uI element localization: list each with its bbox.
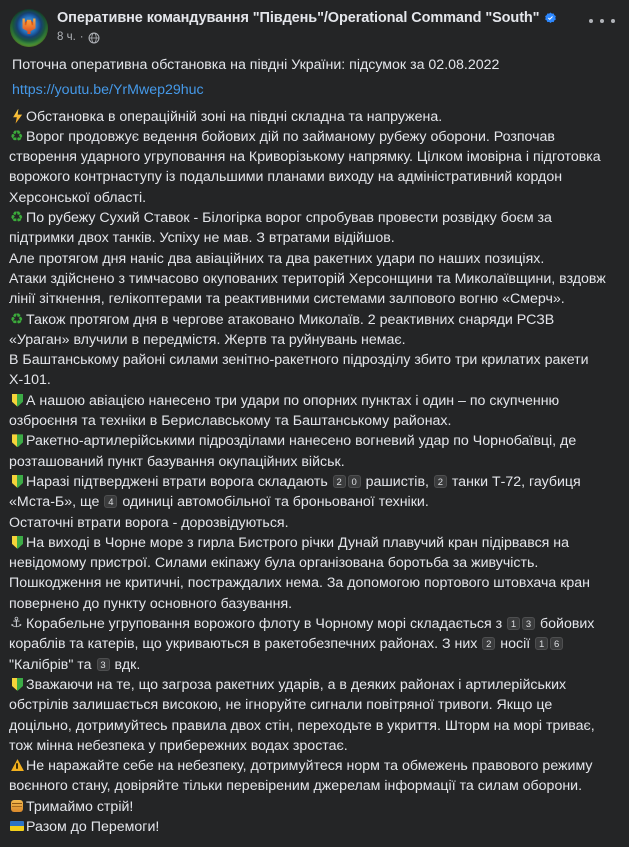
situation-paragraph-text: По рубежу Сухий Ставок - Білогірка ворог спробував провести розвідку боєм за підтримки двох танків. Успіху не мав. З втратами відійшов. <box>9 210 552 247</box>
situation-paragraph-3 <box>9 310 617 351</box>
losses-text-part4: одиниці автомобільної та броньованої техніки. <box>122 494 429 511</box>
recycling-symbol-icon <box>9 312 25 327</box>
fleet-text-part4: "Калібрів" та <box>9 656 92 673</box>
verified-badge-icon <box>544 12 557 25</box>
situation-paragraph-text: Ворог продовжує ведення бойових дій по займаному рубежу оборони. Розпочав створення ударного угруповання на Криворізькому напрямку. Цілком імовірна і підготовка ворожого контрнаступу із подальшими планами виходу на адміністративний кордон Херсонської області. <box>9 128 601 206</box>
situation-paragraph-4 <box>9 391 617 432</box>
post-meta-row <box>57 30 619 44</box>
trident-emblem-icon <box>23 18 36 34</box>
beginner-symbol-icon <box>9 393 25 408</box>
situation-paragraph-1 <box>9 127 617 208</box>
losses-text-part3: танки Т-72, гаубиця «Мста-Б», ще <box>9 473 581 511</box>
situation-paragraph-text: Обстановка в операційній зоні на півдні складна та напружена. <box>26 108 443 125</box>
meta-separator: · <box>79 31 84 43</box>
losses-keycaps-personnel <box>332 474 362 490</box>
advisory-paragraph-0 <box>9 675 617 756</box>
advisory-paragraph-text: Разом до Перемоги! <box>26 818 160 835</box>
fleet-text-part5: вдк. <box>114 656 141 673</box>
post-body <box>0 49 629 847</box>
fleet-keycaps-ships <box>506 616 536 632</box>
keycap-digit: 0 <box>348 475 361 488</box>
globe-public-icon[interactable] <box>88 32 100 44</box>
situation-paragraph-text: Також протягом дня в чергове атаковано Миколаїв. 2 реактивних снаряди РСЗВ «Ураган» влучили в передмістя. Жертв та руйнувань немає. <box>9 311 555 348</box>
recycling-symbol-icon <box>9 129 25 144</box>
final-losses-note: Остаточні втрати ворога - дорозвідуються. <box>9 514 289 531</box>
fleet-text-part3: носії <box>500 636 531 653</box>
youtube-link[interactable]: https://youtu.be/YrMwep29huc <box>12 82 204 99</box>
keycap-digit: 2 <box>434 475 447 488</box>
post-timestamp[interactable]: 8 ч. <box>57 31 76 43</box>
keycap-digit: 2 <box>482 637 495 650</box>
situation-paragraph-2 <box>9 269 617 310</box>
high-voltage-icon <box>9 109 25 124</box>
safety-advisory-list <box>9 675 617 837</box>
beginner-symbol-icon <box>9 677 25 692</box>
keycap-digit: 4 <box>104 495 117 508</box>
ellipsis-dot <box>611 19 615 23</box>
advisory-paragraph-3 <box>9 817 617 837</box>
fleet-keycaps-carriers <box>481 636 496 652</box>
warning-sign-icon <box>9 758 25 773</box>
situation-paragraph-text: А нашою авіацією нанесено три удари по опорних пунктах і один – по скупченню озброєння та техніки в Бериславському та Баштанському районах. <box>9 392 560 430</box>
keycap-digit: 6 <box>550 637 563 650</box>
page-name[interactable]: Оперативне командування "Південь"/Operational Command "South" <box>57 10 540 26</box>
situation-paragraph-2 <box>9 249 617 269</box>
situation-paragraph-text: Атаки здійснено з тимчасово окупованих територій Херсонщини та Миколаївщини, вздовж лінії зіткнення, гелікоптерами та реактивними системами залпового вогню «Смерч». <box>9 270 606 308</box>
advisory-paragraph-1 <box>9 756 617 797</box>
keycap-digit: 3 <box>97 658 110 671</box>
crane-incident-text: На виході в Чорне море з гирла Бистрого річки Дунай плавучий кран підірвався на невідомому пристрої. Силами екіпажу була організована боротьба за живучість. Пошкодження не критичні, постраждалих нема. За допомогою портового штовхача кран повернено до пункту основного базування. <box>9 534 591 612</box>
recycling-symbol-icon <box>9 210 25 225</box>
fleet-text-part1: Корабельне угруповання ворожого флоту в Чорному морі складається з <box>26 616 503 633</box>
ellipsis-dot <box>600 19 604 23</box>
enemy-fleet-line <box>9 614 617 675</box>
keycap-digit: 1 <box>535 637 548 650</box>
situation-paragraph-0 <box>9 107 617 127</box>
advisory-paragraph-text: Зважаючи на те, що загроза ракетних ударів, а в деяких районах і артилерійських обстрілів залишається високою, не ігноруйте сигнали повітряної тривоги. Якщо це доцільно, дотримуйтесь правила двох стін, переходьте в укриття. Шторм на морі триває, тож мінна небезпека у прибережних водах зростає. <box>9 676 595 754</box>
keycap-digit: 2 <box>333 475 346 488</box>
ukraine-flag-icon <box>9 819 25 834</box>
post-header <box>0 0 629 49</box>
fleet-keycaps-landing <box>96 657 111 673</box>
page-name-row <box>57 9 619 27</box>
ellipsis-dot <box>589 19 593 23</box>
beginner-symbol-icon <box>9 433 25 448</box>
advisory-paragraph-text: Не наражайте себе на небезпеку, дотримуйтеся норм та обмежень правового режиму воєнного стану, довіряйте тільки перевіреним джерелам інформації та силам оборони. <box>9 758 593 795</box>
post-header-text <box>57 8 619 44</box>
enemy-losses-line <box>9 472 617 513</box>
anchor-icon <box>9 616 25 631</box>
keycap-digit: 3 <box>522 617 535 630</box>
advisory-paragraph-text: Тримаймо стрій! <box>26 798 134 815</box>
keycap-digit: 1 <box>507 617 520 630</box>
losses-keycaps-vehicles <box>103 494 118 510</box>
losses-text-part1: Наразі підтверджені втрати ворога складають <box>26 473 328 490</box>
raised-fist-icon <box>9 799 25 814</box>
situation-paragraph-2 <box>9 208 617 249</box>
post-intro-text: Поточна оперативна обстановка на півдні України: підсумок за 02.08.2022 <box>12 57 500 73</box>
post-link-line <box>12 80 617 100</box>
situation-paragraph-3 <box>9 350 617 391</box>
avatar[interactable] <box>10 9 48 47</box>
situation-paragraph-text: Але протягом дня наніс два авіаційних та два ракетних удари по наших позиціях. <box>9 250 545 267</box>
beginner-symbol-icon <box>9 474 25 489</box>
crane-incident-block <box>9 533 617 614</box>
situation-paragraph-5 <box>9 431 617 472</box>
post-options-button[interactable] <box>589 14 615 28</box>
losses-keycaps-tanks <box>433 474 448 490</box>
situation-paragraph-text: Ракетно-артилерійськими підрозділами нанесено вогневий удар по Чорнобаївці, де розташований пункт базування окупаційних військ. <box>9 433 577 470</box>
beginner-symbol-icon <box>9 535 25 550</box>
post-paragraph-list <box>9 107 617 472</box>
fleet-text-part2: бойових кораблів та катерів, що укриваються в ракетобезпечних районах. З них <box>9 616 595 653</box>
situation-paragraph-text: В Баштанському районі силами зенітно-ракетного підрозділу збито три крилатих ракети Х-101. <box>9 352 589 389</box>
losses-text-part2: рашистів, <box>365 473 429 490</box>
fleet-keycaps-kalibr <box>534 636 564 652</box>
